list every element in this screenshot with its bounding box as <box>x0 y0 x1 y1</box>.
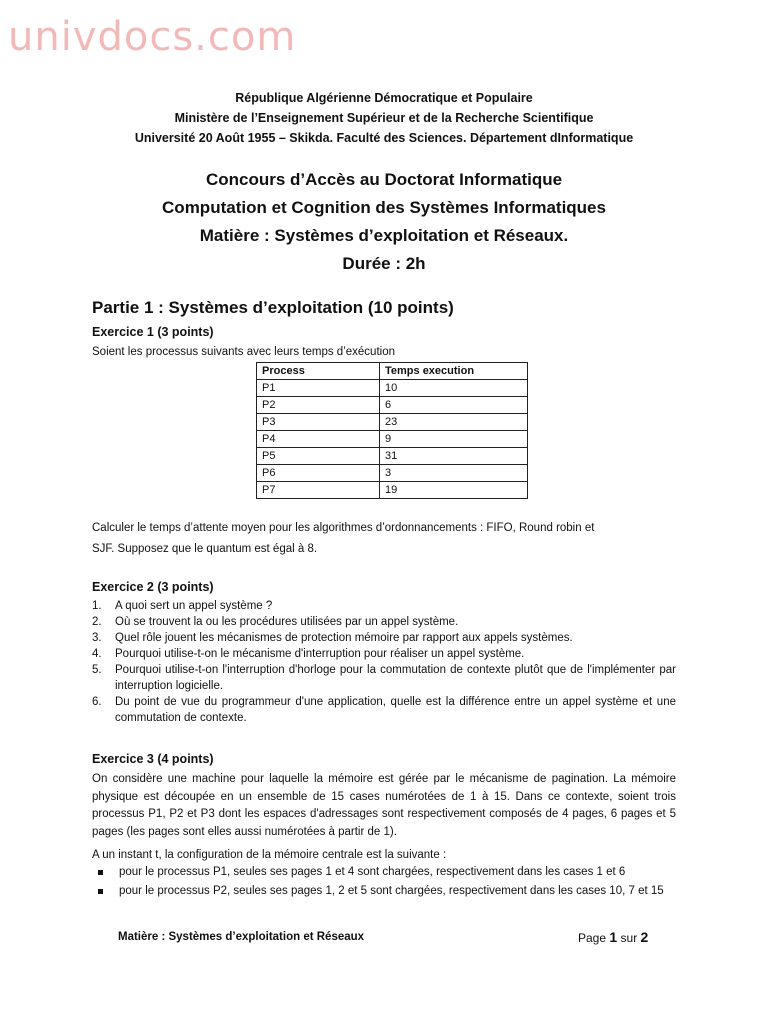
table-cell-process: P4 <box>257 431 380 448</box>
exercise2-title: Exercice 2 (3 points) <box>92 580 214 594</box>
table-cell-process: P1 <box>257 380 380 397</box>
exercise3-title: Exercice 3 (4 points) <box>92 752 214 766</box>
bullet-text: pour le processus P1, seules ses pages 1 et 4 sont chargées, respectivement dans les cases 1 et 6 <box>119 866 626 878</box>
exercise1-question-line2: SJF. Supposez que le quantum est égal à 8. <box>92 543 318 555</box>
exercise3-bullet-list <box>92 864 676 900</box>
table-cell-process: P7 <box>257 482 380 499</box>
part1-title: Partie 1 : Systèmes d’exploitation (10 points) <box>92 298 454 317</box>
institution-header <box>0 88 768 148</box>
duration-title: Durée : 2h <box>342 254 426 273</box>
list-item <box>92 646 676 662</box>
page-current: 1 <box>609 929 618 945</box>
list-item <box>92 694 676 726</box>
table-cell-time: 10 <box>380 380 528 397</box>
table-row <box>257 380 528 397</box>
list-item <box>92 883 676 900</box>
exercise2-question-list <box>92 598 676 726</box>
question-number: 4. <box>92 648 102 660</box>
header-line-university: Université 20 Août 1955 – Skikda. Faculté des Sciences. Département dInformatique <box>134 131 634 145</box>
square-bullet-icon <box>98 889 103 894</box>
table-cell-process: P5 <box>257 448 380 465</box>
question-text: Quel rôle jouent les mécanismes de protection mémoire par rapport aux appels systèmes. <box>115 632 573 644</box>
table-row <box>257 482 528 499</box>
question-text: Pourquoi utilise-t-on le mécanisme d'interruption pour réaliser un appel système. <box>115 648 525 660</box>
table-header-time: Temps execution <box>380 363 528 380</box>
square-bullet-icon <box>98 870 103 875</box>
table-row <box>257 448 528 465</box>
subject-title: Matière : Systèmes d’exploitation et Réseaux. <box>199 226 569 245</box>
table-cell-time: 23 <box>380 414 528 431</box>
question-text: A quoi sert un appel système ? <box>115 600 273 612</box>
watermark: univdocs.com <box>8 14 297 60</box>
list-item <box>92 598 676 614</box>
exercise1-intro: Soient les processus suivants avec leurs temps d’exécution <box>92 346 395 358</box>
table-row <box>257 397 528 414</box>
table-cell-time: 19 <box>380 482 528 499</box>
question-text: Du point de vue du programmeur d'une application, quelle est la différence entre un appel système et une commutation de contexte. <box>115 696 676 724</box>
page-prefix: Page <box>578 931 607 945</box>
question-text: Pourquoi utilise-t-on l'interruption d'horloge pour la commutation de contexte plutôt que de l'implémenter par interruption logicielle. <box>115 664 676 692</box>
table-cell-time: 3 <box>380 465 528 482</box>
table-cell-process: P6 <box>257 465 380 482</box>
exercise1-question-line1: Calculer le temps d’attente moyen pour les algorithmes d’ordonnancements : FIFO, Round robin et <box>92 522 595 534</box>
question-number: 1. <box>92 600 102 612</box>
footer-subject: Matière : Systèmes d’exploitation et Réseaux <box>118 931 365 943</box>
contest-title: Concours d’Accès au Doctorat Informatique <box>205 170 563 189</box>
exercise1-question <box>92 520 676 558</box>
table-cell-time: 31 <box>380 448 528 465</box>
page-separator: sur <box>620 931 638 945</box>
list-item <box>92 864 676 881</box>
page-total: 2 <box>640 929 649 945</box>
exercise3-paragraph: On considère une machine pour laquelle la mémoire est gérée par le mécanisme de pagination. La mémoire physique est découpée en un ensemble de 15 cases numérotées de 1 à 15. Dans ce contexte, soient trois processus P1, P2 et P3 dont les espaces d'adressages sont respectivement composés de 4 pages, 6 pages et 5 pages (les pages sont elles aussi numérotées à partir de 1). <box>92 773 676 838</box>
table-row <box>257 465 528 482</box>
table-row <box>257 414 528 431</box>
table-header-process: Process <box>257 363 380 380</box>
process-table <box>256 362 528 499</box>
header-line-ministry: Ministère de l’Enseignement Supérieur et de la Recherche Scientifique <box>174 111 594 125</box>
header-line-republic: République Algérienne Démocratique et Populaire <box>235 91 533 105</box>
question-number: 5. <box>92 664 102 676</box>
table-cell-process: P3 <box>257 414 380 431</box>
table-cell-time: 9 <box>380 431 528 448</box>
table-cell-process: P2 <box>257 397 380 414</box>
exercise3-config-intro: A un instant t, la configuration de la mémoire centrale est la suivante : <box>92 849 447 861</box>
list-item <box>92 662 676 694</box>
footer-page-number <box>578 929 648 945</box>
table-row <box>257 431 528 448</box>
question-number: 2. <box>92 616 102 628</box>
question-number: 3. <box>92 632 102 644</box>
bullet-text: pour le processus P2, seules ses pages 1, 2 et 5 sont chargées, respectivement dans les cases 10, 7 et 15 <box>119 885 664 897</box>
table-cell-time: 6 <box>380 397 528 414</box>
exam-titles <box>0 166 768 278</box>
list-item <box>92 614 676 630</box>
specialty-title: Computation et Cognition des Systèmes Informatiques <box>162 198 606 217</box>
exercise1-title: Exercice 1 (3 points) <box>92 325 214 339</box>
question-number: 6. <box>92 696 102 708</box>
question-text: Où se trouvent la ou les procédures utilisées par un appel système. <box>115 616 459 628</box>
table-header-row <box>257 363 528 380</box>
list-item <box>92 630 676 646</box>
